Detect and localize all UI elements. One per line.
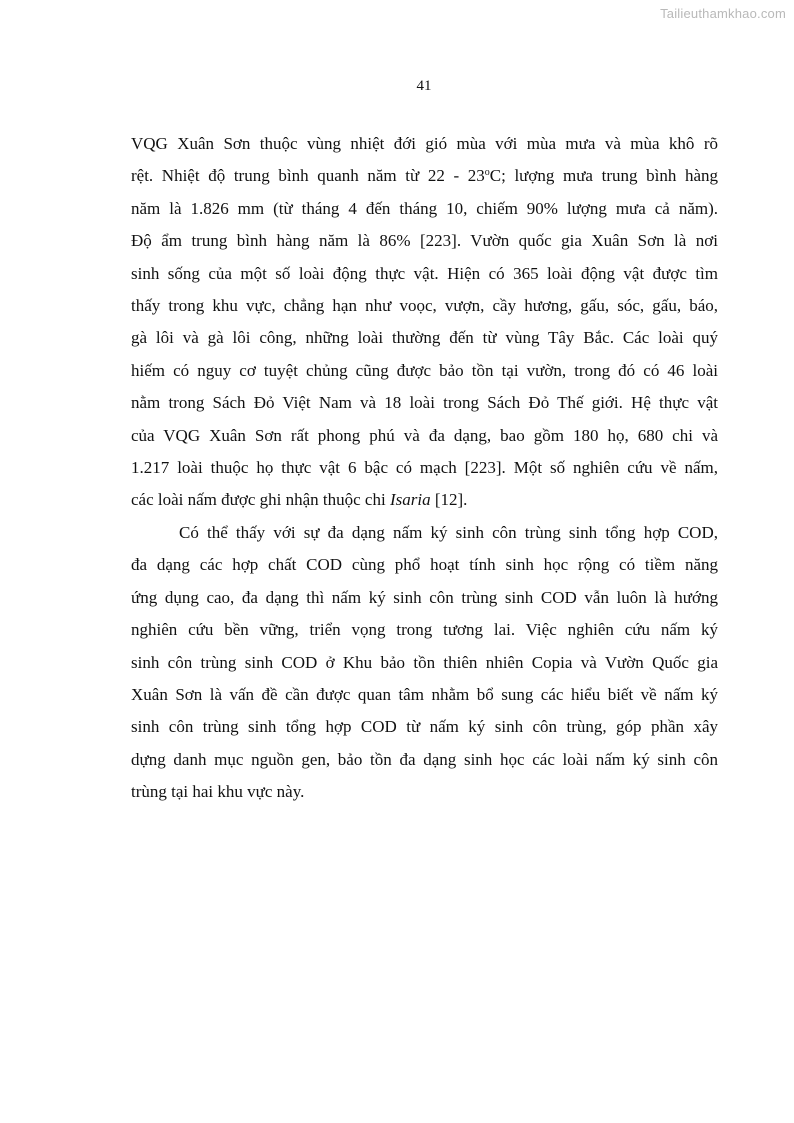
text-line: Có thể thấy với sự đa dạng nấm ký sinh côn trùng sinh tổng hợp COD, [179,522,718,542]
text-line: hiếm có nguy cơ tuyệt chủng cũng được bảo tồn tại vườn, trong đó có 46 loài [131,360,718,380]
text-segment: C; lượng mưa trung bình hàng [489,166,719,186]
text-line: đa dạng các hợp chất COD cùng phổ hoạt tính sinh học rộng có tiềm năng [131,555,718,575]
text-line: sinh côn trùng sinh COD ở Khu bảo tồn thiên nhiên Copia và Vườn Quốc gia [131,652,718,672]
italic-genus-name: Isaria [389,490,431,510]
text-line: ứng dụng cao, đa dạng thì nấm ký sinh côn trùng sinh COD vẫn luôn là hướng [131,587,718,607]
text-line: gà lôi và gà lôi công, những loài thường đến từ vùng Tây Bắc. Các loài quý [131,328,718,348]
paragraph-2 [131,517,718,809]
text-line: thấy trong khu vực, chẳng hạn như voọc, vượn, cầy hương, gấu, sóc, gấu, báo, [131,296,718,316]
text-segment: rệt. Nhiệt độ trung bình quanh năm từ 22 - 23 [131,166,485,186]
document-body [131,128,718,809]
text-line: VQG Xuân Sơn thuộc vùng nhiệt đới gió mùa với mùa mưa và mùa khô rõ [131,134,718,153]
text-line: nằm trong Sách Đỏ Việt Nam và 18 loài trong Sách Đỏ Thế giới. Hệ thực vật [131,393,718,413]
text-segment: các loài nấm được ghi nhận thuộc chi [131,490,390,510]
paragraph-1 [131,128,718,517]
text-line: sinh côn trùng sinh tổng hợp COD từ nấm ký sinh côn trùng, góp phần xây [131,717,718,737]
text-line: Xuân Sơn là vấn đề cần được quan tâm nhằm bổ sung các hiểu biết về nấm ký [131,684,718,704]
text-line: nghiên cứu bền vững, triển vọng trong tương lai. Việc nghiên cứu nấm ký [131,620,718,640]
text-line: năm là 1.826 mm (từ tháng 4 đến tháng 10, chiếm 90% lượng mưa cả năm). [131,198,718,218]
degree-superscript: o [484,167,490,179]
watermark: Tailieuthamkhao.com [660,6,786,21]
text-line: Độ ẩm trung bình hàng năm là 86% [223]. Vườn quốc gia Xuân Sơn là nơi [131,231,718,251]
text-line: sinh sống của một số loài động thực vật. Hiện có 365 loài động vật được tìm [131,263,718,283]
text-line: trùng tại hai khu vực này. [131,782,305,802]
page-number: 41 [416,78,432,94]
text-line: dựng danh mục nguồn gen, bảo tồn đa dạng sinh học các loài nấm ký sinh côn [131,749,718,769]
text-line: của VQG Xuân Sơn rất phong phú và đa dạng, bao gồm 180 họ, 680 chi và [131,425,718,445]
text-line [131,160,718,192]
text-line [131,484,718,516]
text-line: 1.217 loài thuộc họ thực vật 6 bậc có mạch [223]. Một số nghiên cứu về nấm, [131,458,718,478]
text-segment: [12]. [430,490,468,510]
